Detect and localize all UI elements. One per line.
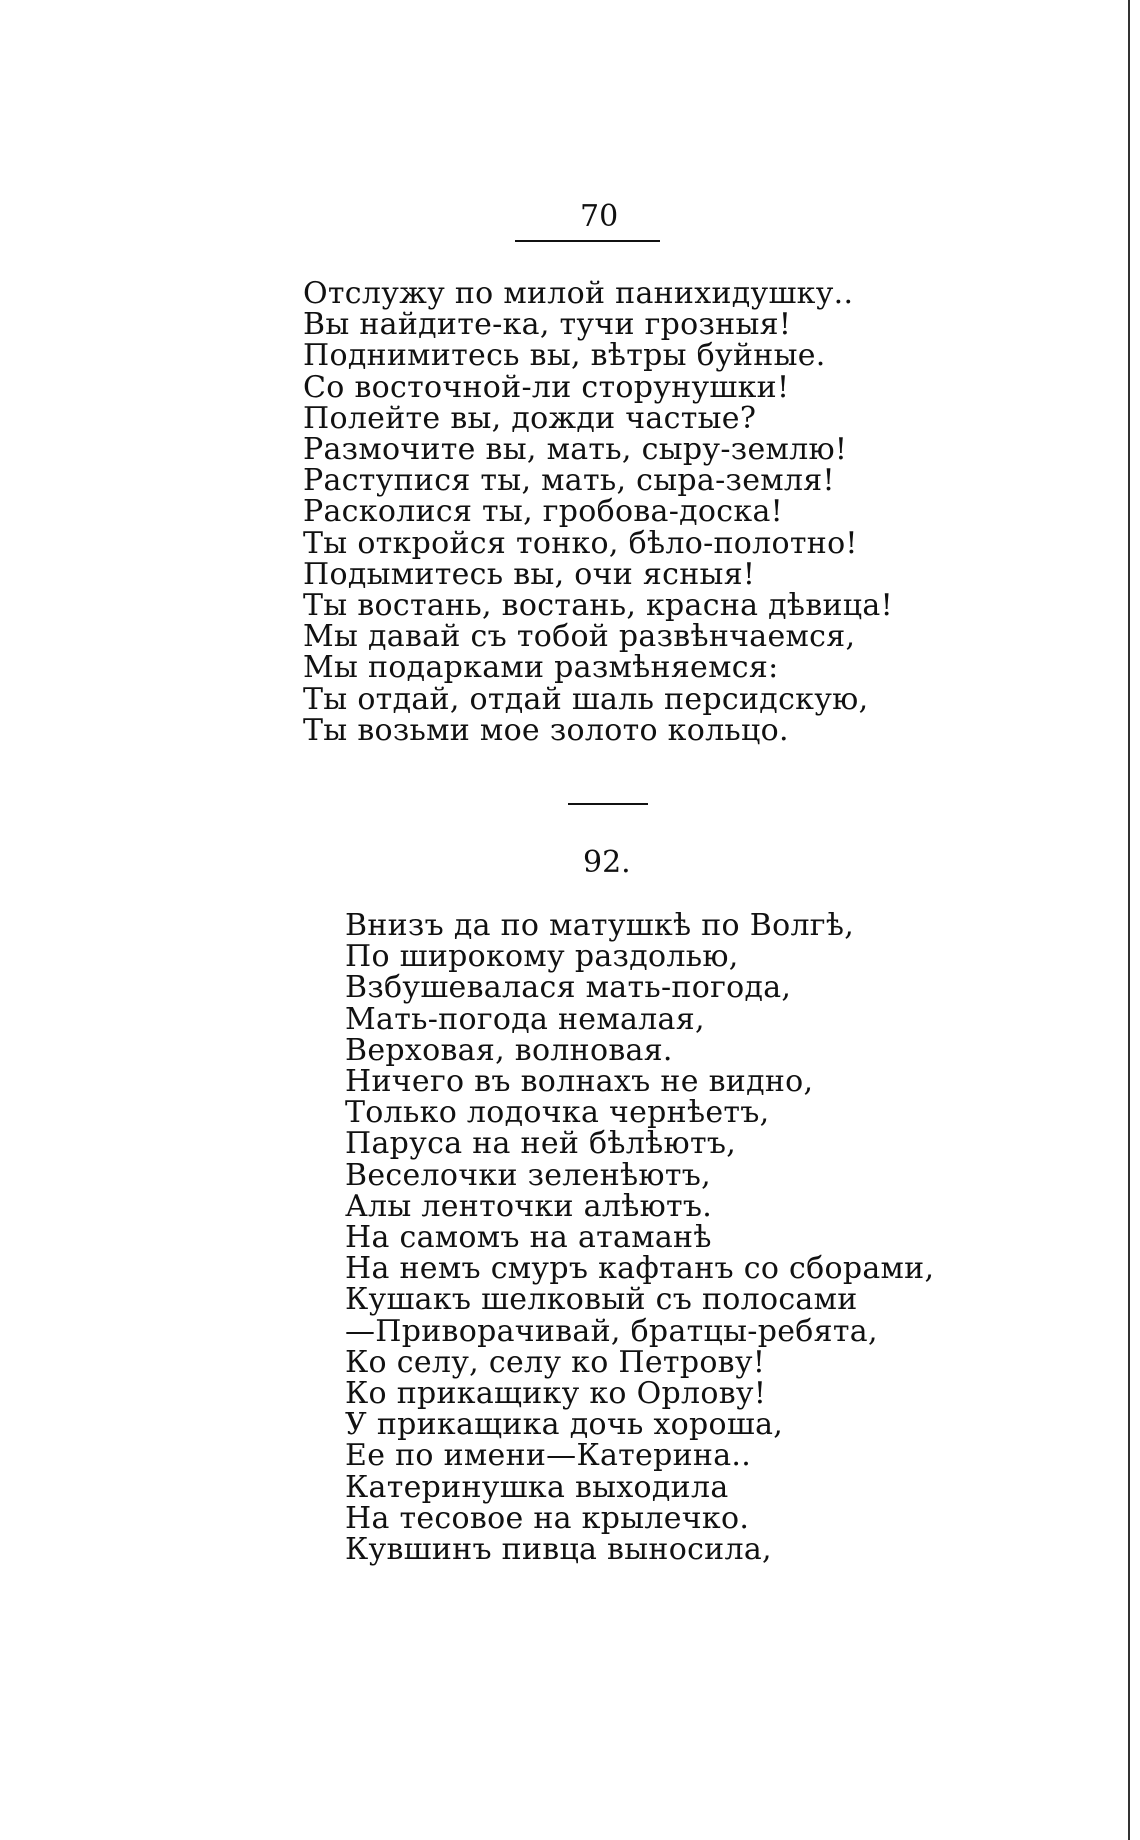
poem-line: На тесовое на крылечко.	[345, 1500, 750, 1536]
poem-line: Подымитесь вы, очи ясныя!	[303, 556, 756, 592]
poem-line: Только лодочка чернѣетъ,	[345, 1095, 770, 1131]
page-number: 70	[580, 199, 619, 234]
poem-line: По широкому раздолью,	[345, 939, 739, 975]
poem-line: Кувшинъ пивца выносила,	[345, 1532, 772, 1568]
poem-number: 92.	[583, 845, 631, 880]
poem-line: Ничего въ волнахъ не видно,	[345, 1064, 814, 1100]
poem-line: Размочите вы, мать, сыру-землю!	[303, 432, 848, 468]
poem-line: Полейте вы, дожди частые?	[303, 400, 757, 436]
poem-line: У прикащика дочь хороша,	[345, 1407, 784, 1443]
scan-margin-line	[1128, 0, 1130, 1840]
poem-line: Поднимитесь вы, вѣтры буйные.	[303, 338, 826, 374]
poem-line: Мы подарками размѣняемся:	[303, 650, 779, 686]
poem-line: Вы найдите-ка, тучи грозныя!	[303, 307, 792, 343]
poem-line: Внизъ да по матушкѣ по Волгѣ,	[345, 908, 855, 943]
poem-line: Взбушевалася мать-погода,	[345, 970, 792, 1006]
poem-line: На немъ смуръ кафтанъ со сборами,	[345, 1251, 935, 1287]
poem-line: Ко селу, селу ко Петрову!	[345, 1344, 766, 1380]
poem-line: Ты востань, востань, красна дѣвица!	[303, 588, 893, 624]
poem-line: Веселочки зеленѣютъ,	[345, 1157, 711, 1193]
poem-line: Алы ленточки алѣютъ.	[345, 1188, 713, 1224]
poem-line: Ко прикащику ко Орлову!	[345, 1376, 767, 1412]
poem-line: Ты отдай, отдай шаль персидскую,	[303, 681, 869, 717]
poem-line: Мы давай съ тобой развѣнчаемся,	[303, 619, 856, 655]
poem-line: На самомъ на атаманѣ	[345, 1220, 712, 1256]
poem-line: Отслужу по милой панихидушку..	[303, 276, 854, 311]
section-divider	[568, 803, 648, 805]
poem-line: Ее по имени—Катерина..	[345, 1438, 752, 1474]
poem-line: Расколися ты, гробова-доска!	[303, 494, 783, 530]
page-number-rule	[515, 240, 660, 242]
poem-line: Верховая, волновая.	[345, 1032, 673, 1068]
poem-line: Мать-погода немалая,	[345, 1001, 705, 1037]
poem-92-text	[345, 908, 935, 1568]
poem-line: Катеринушка выходила	[345, 1469, 729, 1505]
poem-line: Со восточной-ли сторунушки!	[303, 369, 790, 405]
poem-line: Паруса на ней бѣлѣютъ,	[345, 1126, 737, 1162]
poem-line: Раступися ты, мать, сыра-земля!	[303, 463, 835, 499]
poem-line: Кушакъ шелковый съ полосами	[345, 1282, 858, 1318]
poem-line: Ты возьми мое золото кольцо.	[303, 712, 789, 748]
poem-line: —Приворачивай, братцы-ребята,	[345, 1313, 878, 1349]
poem-91-text	[303, 278, 893, 746]
poem-line: Ты откройся тонко, бѣло-полотно!	[303, 525, 858, 561]
